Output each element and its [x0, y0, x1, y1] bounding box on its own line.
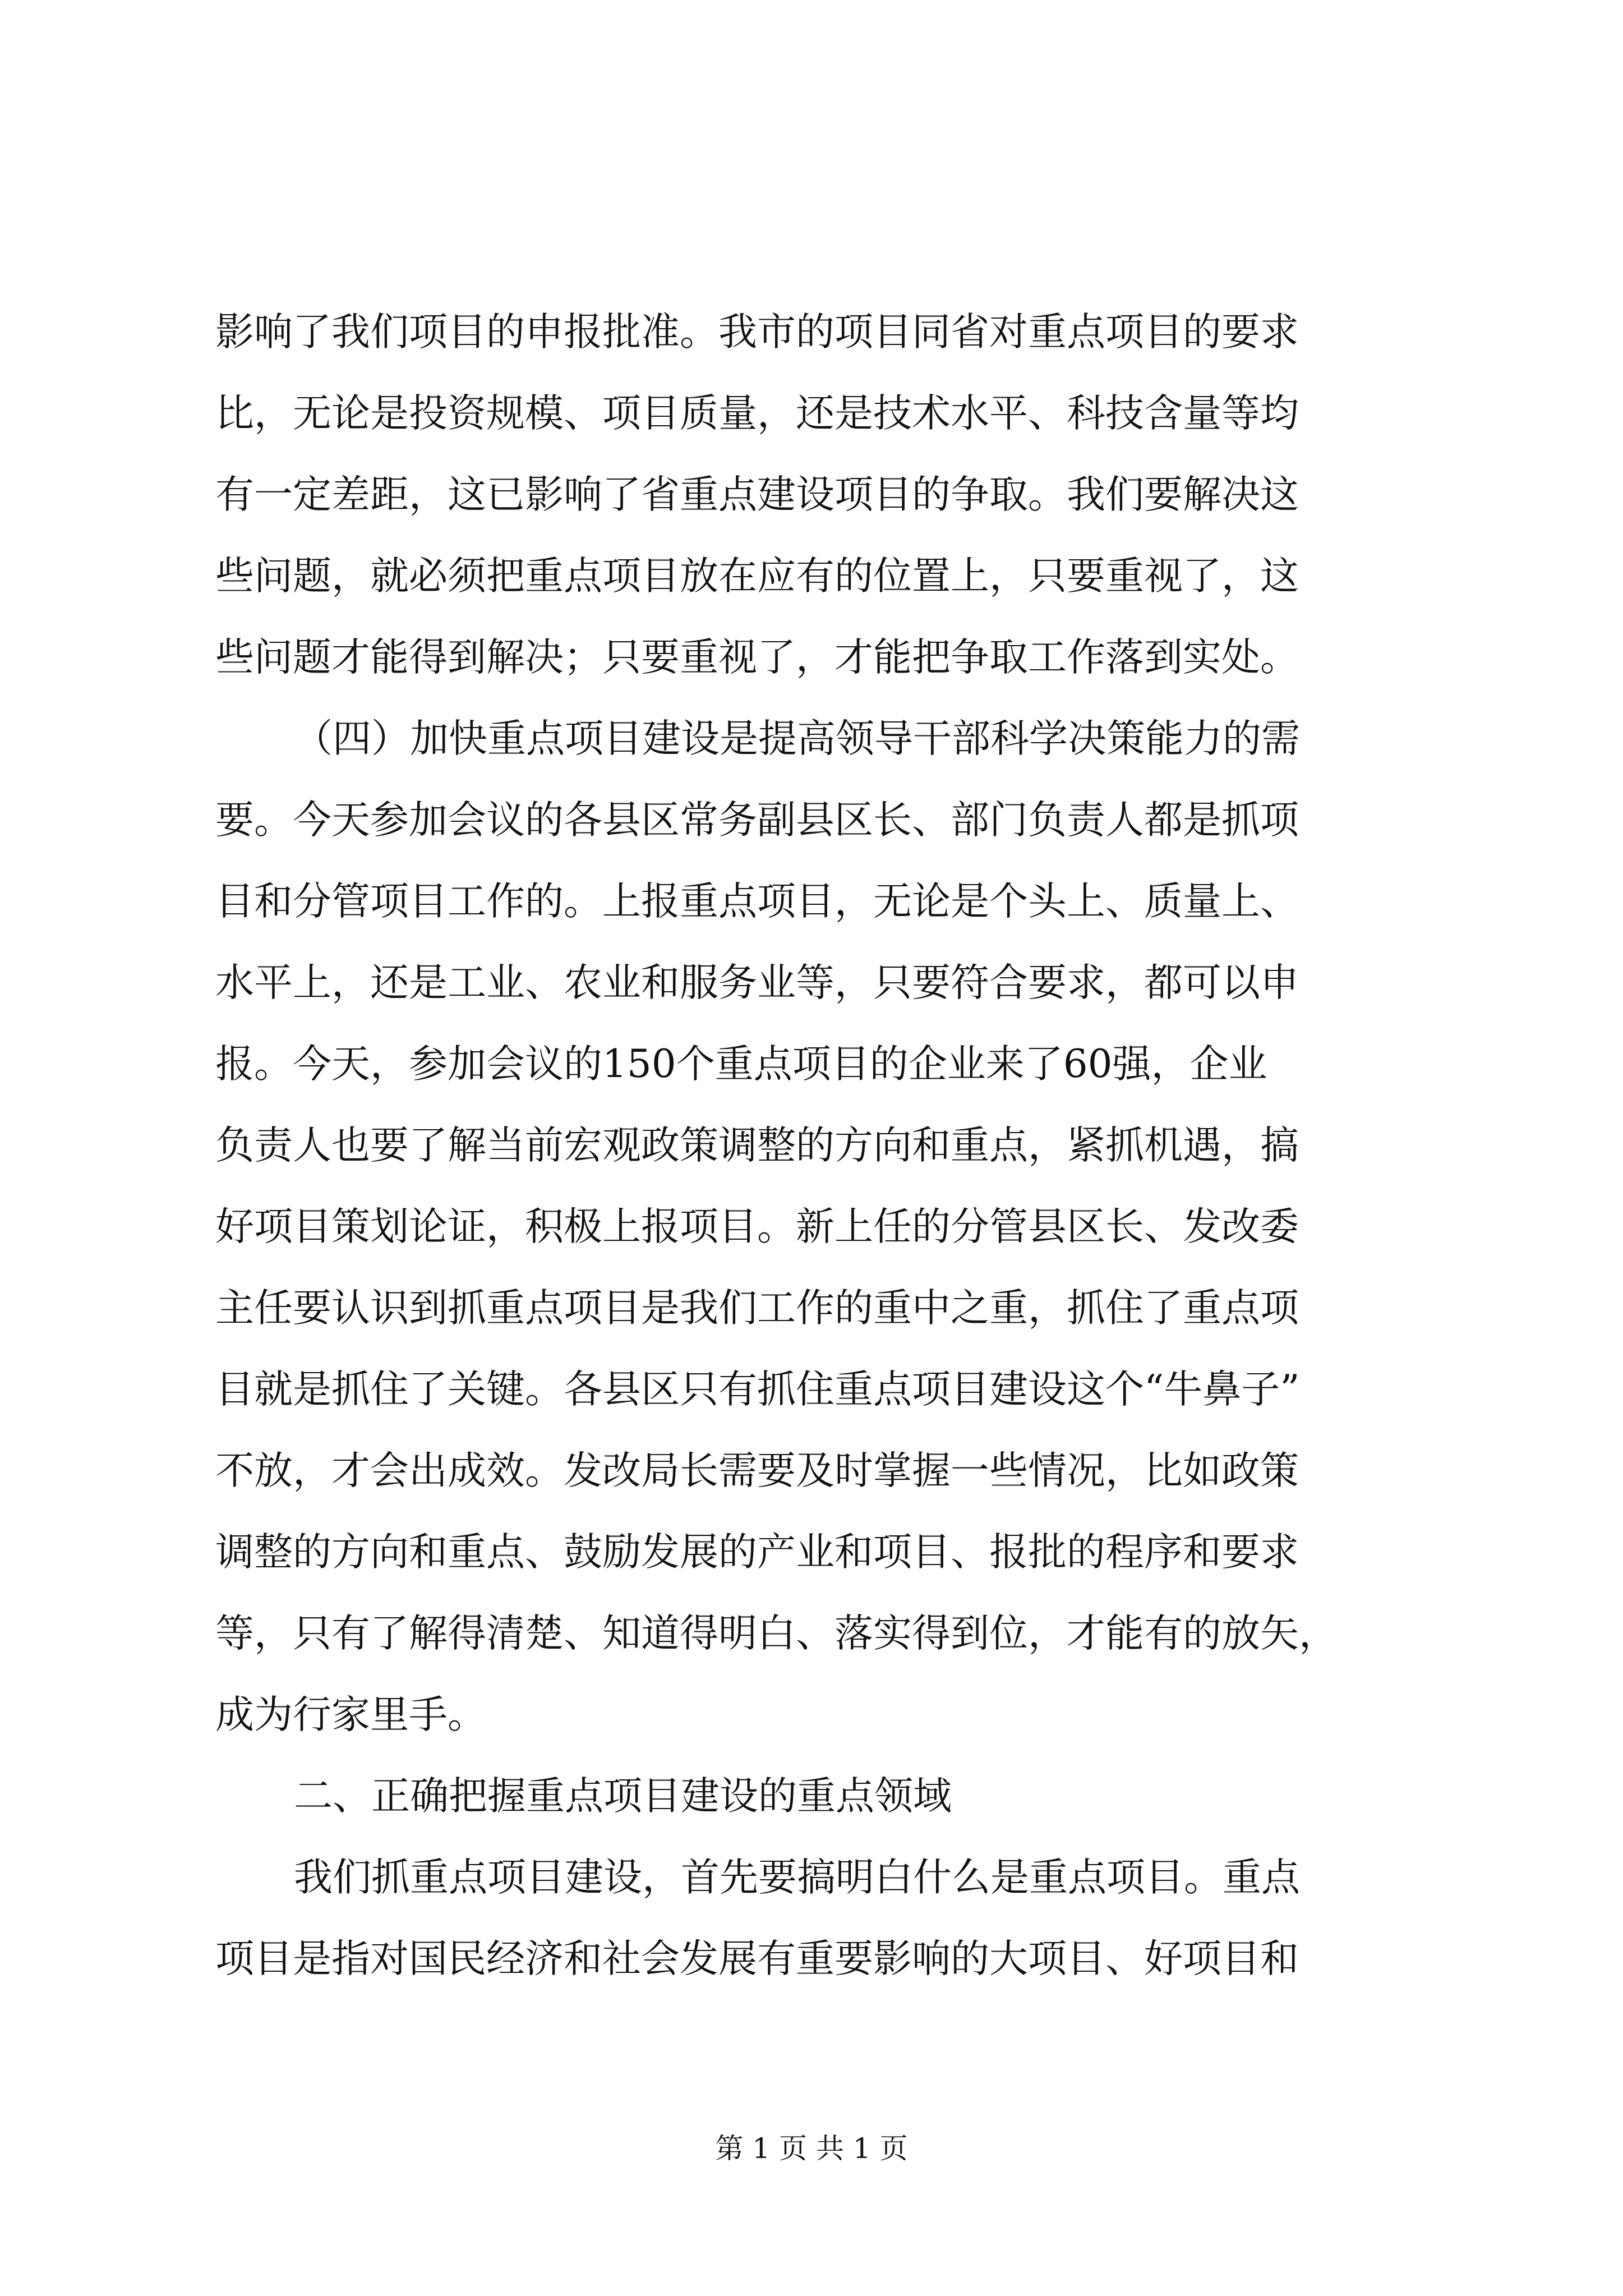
- text-line: 好项目策划论证，积极上报项目。新上任的分管县区长、发改委: [215, 1204, 1299, 1249]
- text-line: 要。今天参加会议的各县区常务副县区长、部门负责人都是抓项: [215, 798, 1299, 843]
- text-line: 目就是抓住了关键。各县区只有抓住重点项目建设这个“牛鼻子”: [215, 1367, 1300, 1412]
- text-line: 些问题才能得到解决；只要重视了，才能把争取工作落到实处。: [215, 635, 1299, 680]
- text-line: 不放，才会出成效。发改局长需要及时掌握一些情况，比如政策: [215, 1448, 1299, 1493]
- text-line: 负责人也要了解当前宏观政策调整的方向和重点，紧抓机遇，搞: [215, 1123, 1299, 1168]
- document-body: [215, 292, 1415, 2000]
- paragraph-heading-line: （四）加快重点项目建设是提高领导干部科学决策能力的需: [294, 716, 1300, 761]
- section-heading: 二、正确把握重点项目建设的重点领域: [294, 1774, 952, 1819]
- text-line: 我们抓重点项目建设，首先要搞明白什么是重点项目。重点: [294, 1855, 1300, 1900]
- text-line: 主任要认识到抓重点项目是我们工作的重中之重，抓住了重点项: [215, 1286, 1299, 1331]
- text-line: 等，只有了解得清楚、知道得明白、落实得到位，才能有的放矢，: [215, 1611, 1338, 1656]
- text-line: 些问题，就必须把重点项目放在应有的位置上，只要重视了，这: [215, 554, 1299, 599]
- text-line: 报。今天，参加会议的150个重点项目的企业来了60强，企业: [215, 1042, 1267, 1087]
- text-line: 项目是指对国民经济和社会发展有重要影响的大项目、好项目和: [215, 1936, 1299, 1981]
- text-line: 调整的方向和重点、鼓励发展的产业和项目、报批的程序和要求: [215, 1530, 1299, 1575]
- page-footer: 第 1 页 共 1 页: [715, 2132, 908, 2165]
- text-line: 有一定差距，这已影响了省重点建设项目的争取。我们要解决这: [215, 472, 1299, 517]
- text-line: 比，无论是投资规模、项目质量，还是技术水平、科技含量等均: [215, 391, 1299, 436]
- text-line: 水平上，还是工业、农业和服务业等，只要符合要求，都可以申: [215, 960, 1299, 1005]
- text-line: 影响了我们项目的申报批准。我市的项目同省对重点项目的要求: [215, 310, 1299, 355]
- text-line: 目和分管项目工作的。上报重点项目，无论是个头上、质量上、: [215, 879, 1299, 924]
- text-line: 成为行家里手。: [215, 1692, 486, 1737]
